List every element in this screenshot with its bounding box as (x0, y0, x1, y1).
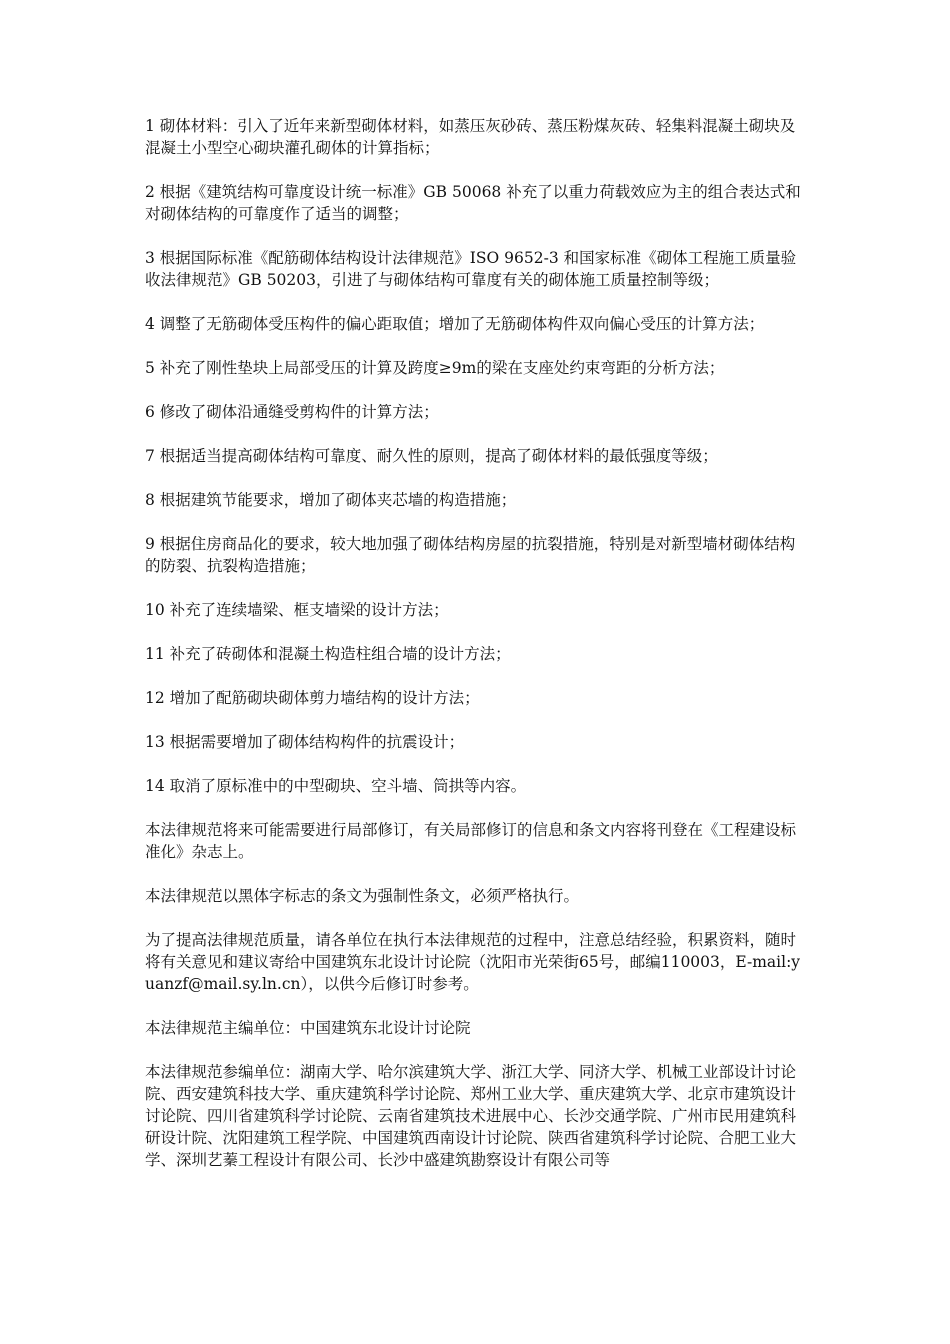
list-item-14: 14 取消了原标准中的中型砌块、空斗墙、筒拱等内容。 (145, 777, 527, 795)
list-item-5: 5 补充了刚性垫块上局部受压的计算及跨度≥9m的梁在支座处约束弯距的分析方法； (145, 359, 725, 377)
list-item-8: 8 根据建筑节能要求，增加了砌体夹芯墙的构造措施； (145, 491, 517, 509)
list-item-3: 3 根据国际标准《配筋砌体结构设计法律规范》ISO 9652-3 和国家标准《砌体工程施工质量验收法律规范》GB 50203，引进了与砌体结构可靠度有关的砌体施工质量控制等级； (145, 249, 797, 289)
list-item-13: 13 根据需要增加了砌体结构构件的抗震设计； (145, 733, 465, 751)
revision-note: 本法律规范将来可能需要进行局部修订，有关局部修订的信息和条文内容将刊登在《工程建设标准化》杂志上。 (145, 821, 797, 861)
chief-editor-unit: 本法律规范主编单位：中国建筑东北设计讨论院 (145, 1019, 471, 1037)
list-item-2: 2 根据《建筑结构可靠度设计统一标准》GB 50068 补充了以重力荷载效应为主的组合表达式和对砌体结构的可靠度作了适当的调整； (145, 183, 801, 223)
list-item-10: 10 补充了连续墙梁、框支墙梁的设计方法； (145, 601, 449, 619)
list-item-7: 7 根据适当提高砌体结构可靠度、耐久性的原则，提高了砌体材料的最低强度等级； (145, 447, 718, 465)
document-body (145, 115, 805, 1193)
list-item-12: 12 增加了配筋砌块砌体剪力墙结构的设计方法； (145, 689, 480, 707)
participating-units: 本法律规范参编单位：湖南大学、哈尔滨建筑大学、浙江大学、同济大学、机械工业部设计讨论院、西安建筑科技大学、重庆建筑科学讨论院、郑州工业大学、重庆建筑大学、北京市建筑设计讨论院、四川省建筑科学讨论院、云南省建筑技术进展中心、长沙交通学院、广州市民用建筑科研设计院、沈阳建筑工程学院、中国建筑西南设计讨论院、陕西省建筑科学讨论院、合肥工业大学、深圳艺蓁工程设计有限公司、长沙中盛建筑勘察设计有限公司等 (145, 1063, 797, 1169)
list-item-6: 6 修改了砌体沿通缝受剪构件的计算方法； (145, 403, 439, 421)
list-item-9: 9 根据住房商品化的要求，较大地加强了砌体结构房屋的抗裂措施，特别是对新型墙材砌体结构的防裂、抗裂构造措施； (145, 535, 796, 575)
mandatory-note: 本法律规范以黑体字标志的条文为强制性条文，必须严格执行。 (145, 887, 580, 905)
list-item-11: 11 补充了砖砌体和混凝土构造柱组合墙的设计方法； (145, 645, 511, 663)
feedback-note: 为了提高法律规范质量，请各单位在执行本法律规范的过程中，注意总结经验，积累资料，随时将有关意见和建议寄给中国建筑东北设计讨论院（沈阳市光荣街65号，邮编110003，E-mail:yuanzf@mail.sy.ln.cn），以供今后修订时参考。 (145, 931, 801, 993)
list-item-4: 4 调整了无筋砌体受压构件的偏心距取值；增加了无筋砌体构件双向偏心受压的计算方法； (145, 315, 765, 333)
list-item-1: 1 砌体材料：引入了近年来新型砌体材料，如蒸压灰砂砖、蒸压粉煤灰砖、轻集料混凝土砌块及混凝土小型空心砌块灌孔砌体的计算指标； (145, 117, 796, 157)
